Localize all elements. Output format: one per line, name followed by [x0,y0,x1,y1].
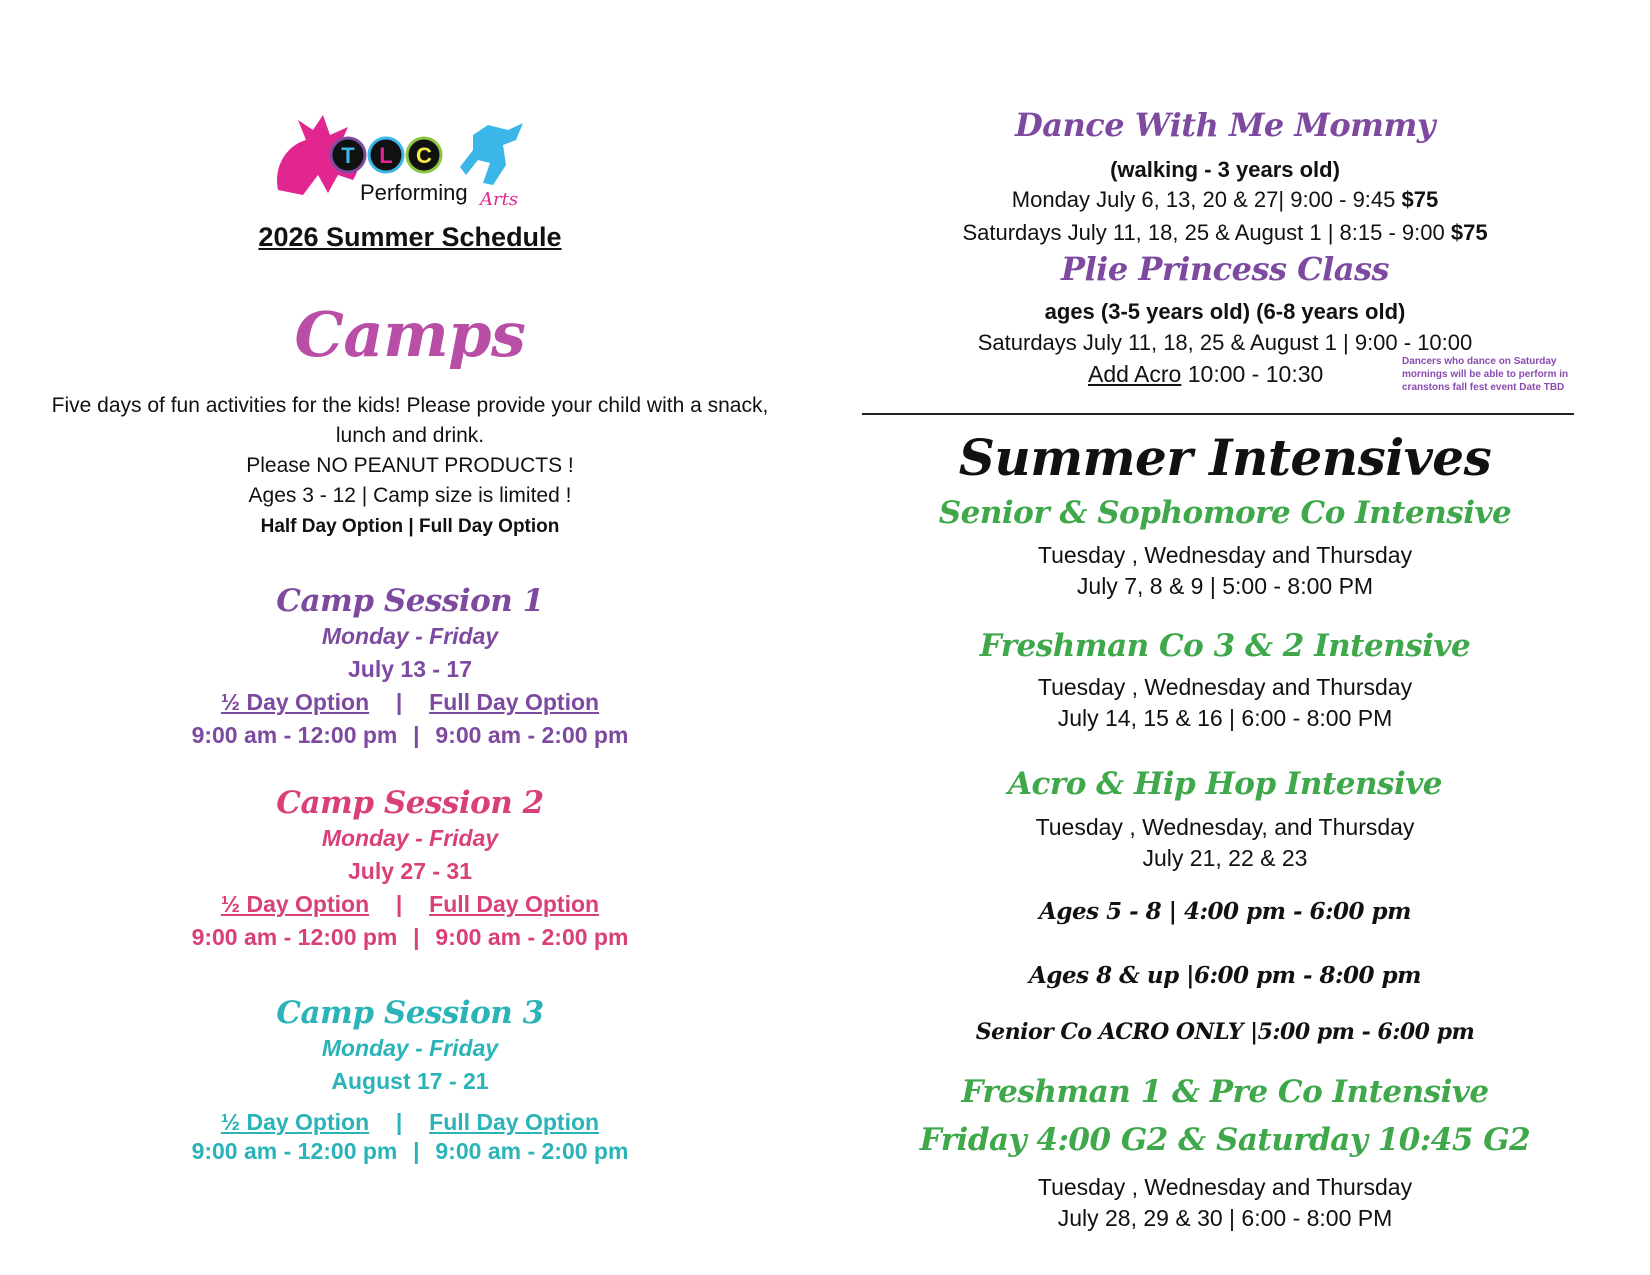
acro-time: 10:00 - 10:30 [1181,361,1324,387]
intensive-dates: July 21, 22 & 23 [1142,845,1308,871]
camps-intro-text: Five days of fun activities for the kids! Please provide your child with a snack, lunch and drink. [51,394,769,447]
dance-with-me-ages: (walking - 3 years old) [1110,157,1340,182]
full-day-option-link[interactable]: Full Day Option [429,689,600,715]
day-options-note: Half Day Option | Full Day Option [260,516,560,537]
fall-fest-note: Dancers who dance on Saturday mornings will be able to perform in cranstons fall fest event Date TBD [1402,356,1569,393]
session-dates: July 13 - 17 [347,656,473,682]
camps-heading: Camps [294,298,526,371]
session-options: ½ Day Option | Full Day Option [220,1109,600,1135]
intensive-dates: July 28, 29 & 30 | 6:00 - 8:00 PM [1057,1205,1393,1231]
half-day-time: 9:00 am - 12:00 pm [191,722,398,748]
session-days: Monday - Friday [321,825,499,851]
dance-with-me-title: Dance With Me Mommy [1015,106,1435,144]
session-title: Camp Session 1 [276,583,544,619]
intensive-dates: July 7, 8 & 9 | 5:00 - 8:00 PM [1076,573,1374,599]
session-title: Camp Session 2 [276,785,544,821]
camp-session [150,785,670,951]
intensive-days: Tuesday , Wednesday, and Thursday [1035,814,1415,840]
age-group-time: Ages 8 & up |6:00 pm - 8:00 pm [1029,962,1421,989]
schedule-title: 2026 Summer Schedule [258,222,562,252]
half-day-option-link[interactable]: ½ Day Option [220,1109,370,1135]
logo-text: Performing [360,180,468,205]
section-divider [862,413,1574,415]
intensive-title: Senior & Sophomore Co Intensive [938,495,1512,531]
peanut-warning: Please NO PEANUT PRODUCTS ! [246,454,574,477]
add-acro-link[interactable]: Add Acro [1088,361,1182,387]
session-title: Camp Session 3 [276,995,544,1031]
intensive-days: Tuesday , Wednesday and Thursday [1037,1174,1413,1200]
session-times: 9:00 am - 12:00 pm | 9:00 am - 2:00 pm [191,722,629,748]
full-day-time: 9:00 am - 2:00 pm [435,1138,629,1164]
add-acro-line [1088,361,1323,388]
intensive-subtitle: Friday 4:00 G2 & Saturday 10:45 G2 [919,1122,1531,1158]
tlc-logo [268,105,558,215]
intensive-days: Tuesday , Wednesday and Thursday [1037,674,1413,700]
logo-letter-circles [331,138,441,172]
full-day-time: 9:00 am - 2:00 pm [435,924,629,950]
logo-script-text: Arts [480,189,519,210]
ages-note: Ages 3 - 12 | Camp size is limited ! [248,484,572,507]
dance-with-me-monday [880,187,1570,213]
half-day-option-link[interactable]: ½ Day Option [220,891,370,917]
intensive-title: Freshman 1 & Pre Co Intensive [961,1074,1489,1110]
age-group-time: Senior Co ACRO ONLY |5:00 pm - 6:00 pm [975,1019,1475,1045]
full-day-time: 9:00 am - 2:00 pm [435,722,629,748]
camp-session [150,995,670,1165]
full-day-option-link[interactable]: Full Day Option [429,1109,600,1135]
intensive-days: Tuesday , Wednesday and Thursday [1037,542,1413,568]
full-day-option-link[interactable]: Full Day Option [429,891,600,917]
session-times: 9:00 am - 12:00 pm | 9:00 am - 2:00 pm [191,1138,629,1164]
price: $75 [1401,187,1439,212]
price: $75 [1450,220,1488,245]
intensive-title: Freshman Co 3 & 2 Intensive [979,628,1471,664]
session-days: Monday - Friday [321,623,499,649]
schedule-text: Monday July 6, 13, 20 & 27| 9:00 - 9:45 [1011,187,1402,212]
session-options: ½ Day Option | Full Day Option [220,891,600,917]
camp-session [150,583,670,749]
logo-letter: T [341,143,355,168]
blue-dancer-icon [460,123,523,185]
session-days: Monday - Friday [321,1035,499,1061]
logo-letter: L [379,143,393,168]
plie-schedule: Saturdays July 11, 18, 25 & August 1 | 9:00 - 10:00 [977,330,1473,355]
intensive-dates: July 14, 15 & 16 | 6:00 - 8:00 PM [1057,705,1393,731]
session-dates: August 17 - 21 [331,1068,489,1094]
session-times: 9:00 am - 12:00 pm | 9:00 am - 2:00 pm [191,924,629,950]
schedule-text: Saturdays July 11, 18, 25 & August 1 | 8:15 - 9:00 [962,220,1451,245]
half-day-option-link[interactable]: ½ Day Option [220,689,370,715]
plie-princess-title: Plie Princess Class [1060,250,1390,288]
half-day-time: 9:00 am - 12:00 pm [191,1138,398,1164]
plie-ages: ages (3-5 years old) (6-8 years old) [1044,299,1406,324]
age-group-time: Ages 5 - 8 | 4:00 pm - 6:00 pm [1039,898,1411,925]
summer-intensives-heading: Summer Intensives [958,428,1492,487]
session-options: ½ Day Option | Full Day Option [220,689,600,715]
intensive-title: Acro & Hip Hop Intensive [1007,766,1443,802]
dance-with-me-saturday [880,220,1570,246]
session-dates: July 27 - 31 [347,858,473,884]
logo-letter: C [416,143,432,168]
logo-graphic [268,105,558,215]
half-day-time: 9:00 am - 12:00 pm [191,924,398,950]
